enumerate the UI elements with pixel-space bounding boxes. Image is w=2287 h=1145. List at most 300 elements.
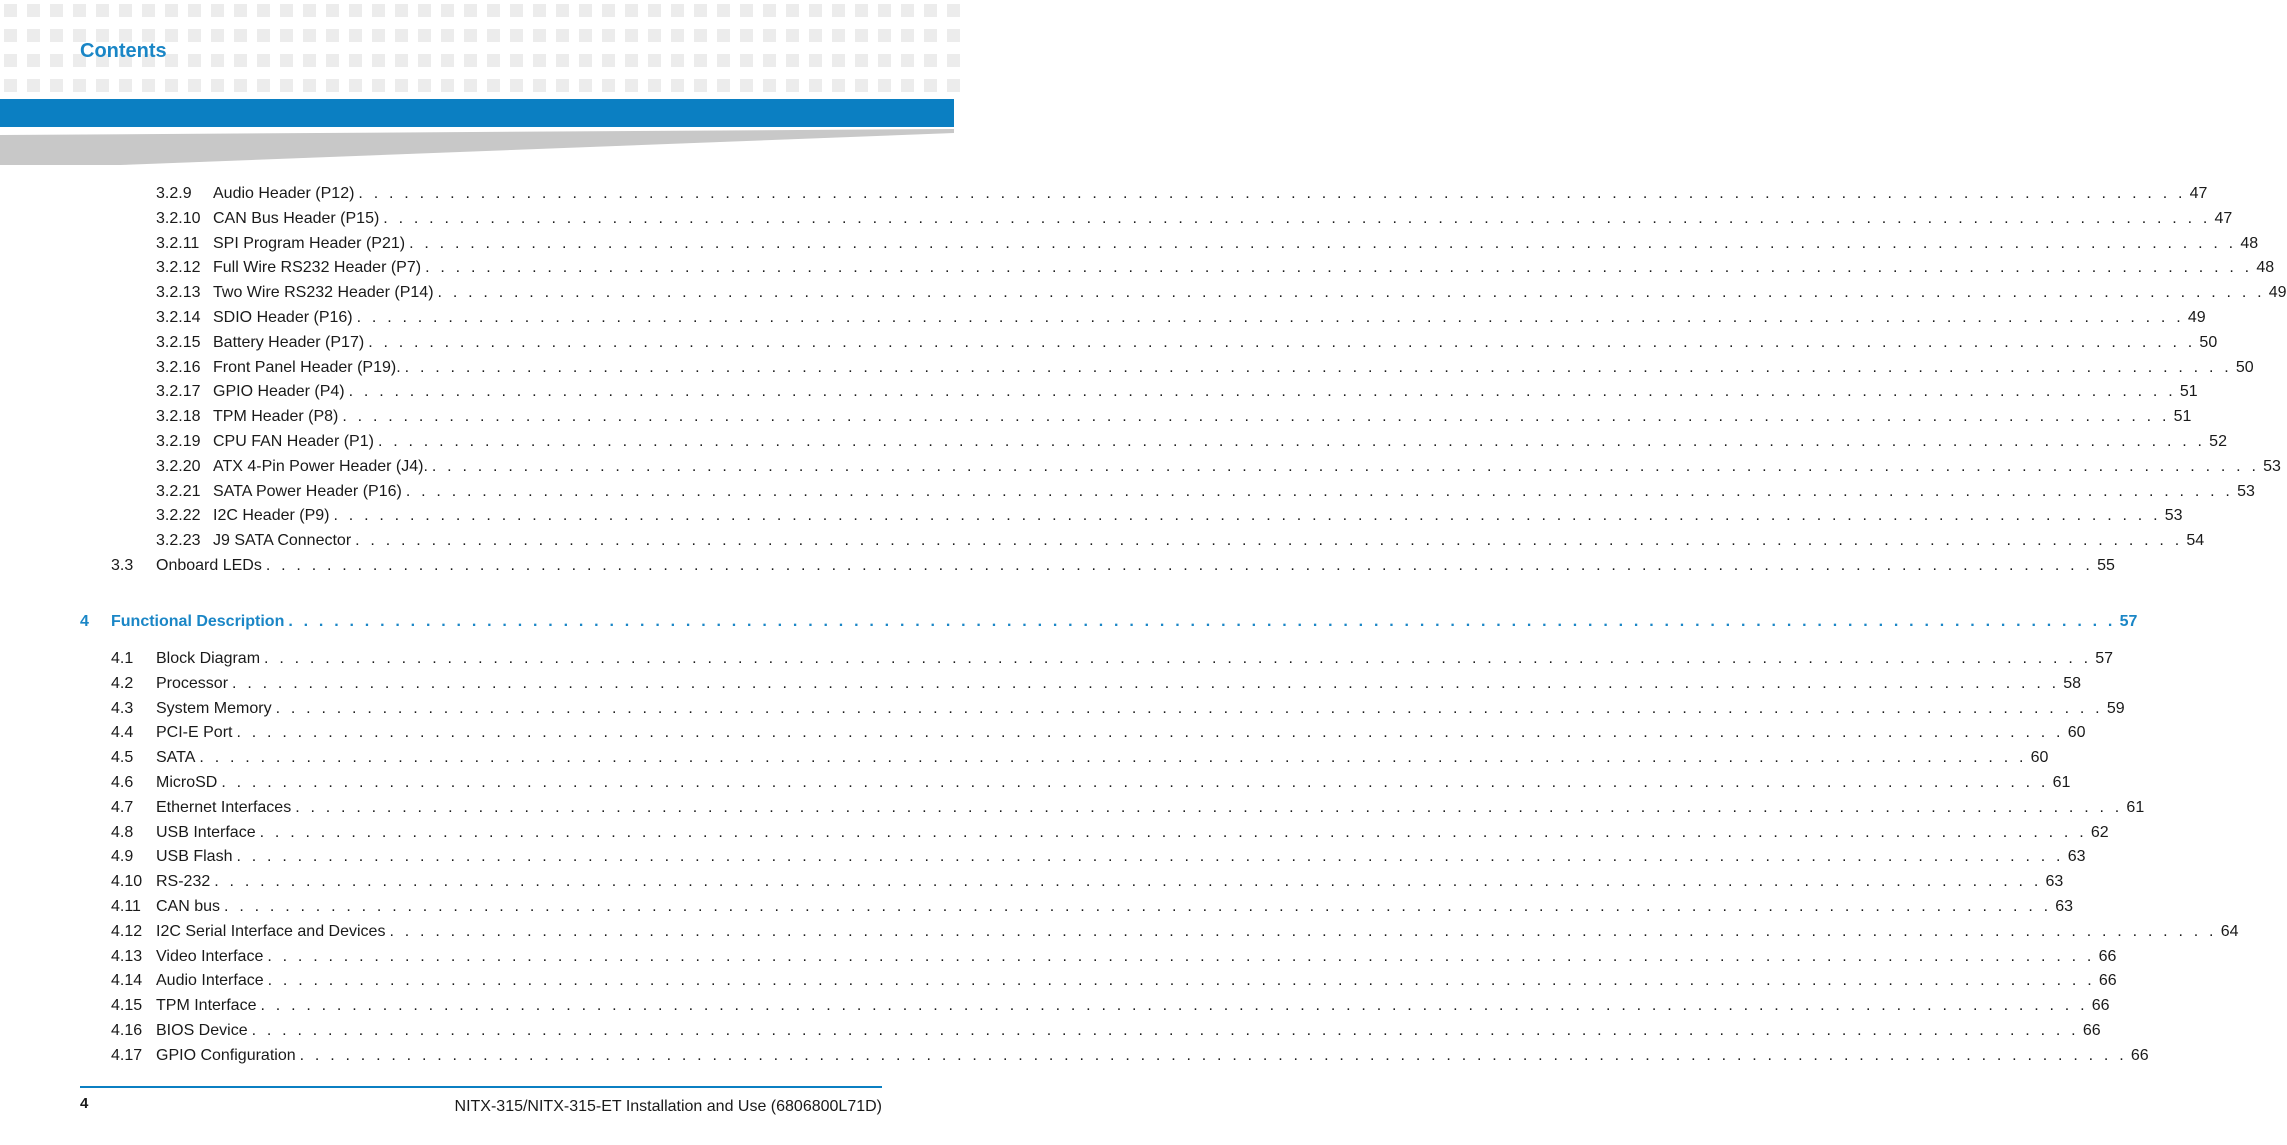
toc-dot-leader: . . . . . . . . . . . . . . . . . . . . . . . . . . . . . . . . . . . . . . . . . . . . . . . . . . . . . . . . . . . . . . . . . . . . . . . . . . . . . . . . . . . . . . . . . . . . . . . . . . . . . . . . . . . . . . . . . . . . . . . . [232, 674, 2060, 692]
toc-entry-page: 52 [2209, 433, 2227, 450]
pattern-square [648, 79, 661, 92]
toc-entry-page: 63 [2045, 873, 2064, 891]
toc-section-entry[interactable] [111, 846, 2086, 868]
pattern-square [50, 29, 63, 42]
toc-section-entry[interactable] [111, 822, 2109, 844]
toc-section-entry[interactable] [111, 555, 2115, 577]
toc-dot-leader: . . . . . . . . . . . . . . . . . . . . . . . . . . . . . . . . . . . . . . . . . . . . . . . . . . . . . . . . . . . . . . . . . . . . . . . . . . . . . . . . . . . . . . . . . . . . . . . . . . . . . . . . . . . . . . . . . . . . . . . . [267, 972, 2095, 990]
pattern-square [740, 29, 753, 42]
toc-section-entry[interactable] [111, 772, 2071, 794]
toc-entry-number: 4.1 [111, 650, 134, 667]
toc-entry-label: CAN Bus Header (P15) [213, 209, 380, 227]
toc-section-entry[interactable] [111, 896, 2074, 918]
toc-entry-label: Battery Header (P17) [213, 333, 365, 351]
pattern-square [924, 54, 937, 67]
toc-section-entry[interactable] [111, 995, 2110, 1017]
toc-entry-page: 66 [2130, 1046, 2149, 1064]
toc-section-entry[interactable] [111, 871, 2064, 893]
pattern-square [326, 4, 339, 17]
toc-dot-leader: . . . . . . . . . . . . . . . . . . . . . . . . . . . . . . . . . . . . . . . . . . . . . . . . . . . . . . . . . . . . . . . . . . . . . . . . . . . . . . . . . . . . . . . . . . . . . . . . . . . . . . . . . . . . . . . . . . . . . . . . [368, 333, 2196, 351]
pattern-square [142, 4, 155, 17]
pattern-square [165, 79, 178, 92]
toc-entry-number: 3.2.19 [156, 433, 201, 450]
toc-entry-number: 4.7 [111, 798, 134, 816]
pattern-square [165, 29, 178, 42]
footer-document-title: NITX-315/NITX-315-ET Installation and Use (6806800L71D) [454, 1098, 882, 1115]
toc-entry-number: 3.2.20 [156, 457, 201, 475]
pattern-square [441, 79, 454, 92]
pattern-square [234, 79, 247, 92]
toc-dot-leader: . . . . . . . . . . . . . . . . . . . . . . . . . . . . . . . . . . . . . . . . . . . . . . . . . . . . . . . . . . . . . . . . . . . . . . . . . . . . . . . . . . . . . . . . . . . . . . . . . . . . . . . . . . . . . . . . . . . . . . . . [389, 922, 2217, 940]
toc-entry-number: 4.17 [111, 1046, 143, 1064]
toc-entry-number: 3.2.23 [156, 532, 201, 550]
toc-entry-label: TPM Header (P8) [213, 408, 339, 426]
pattern-square [786, 79, 799, 92]
pattern-square [878, 29, 891, 42]
pattern-square [947, 54, 960, 67]
pattern-square [763, 79, 776, 92]
toc-entry-number: 4.5 [111, 749, 134, 767]
toc-dot-leader: . . . . . . . . . . . . . . . . . . . . . . . . . . . . . . . . . . . . . . . . . . . . . . . . . . . . . . . . . . . . . . . . . . . . . . . . . . . . . . . . . . . . . . . . . . . . . . . . . . . . . . . . . . . . . . . . . . . . . . . . [358, 185, 2186, 202]
toc-section-entry[interactable] [111, 1020, 2101, 1042]
pattern-square [924, 79, 937, 92]
toc-dot-leader: . . . . . . . . . . . . . . . . . . . . . . . . . . . . . . . . . . . . . . . . . . . . . . . . . . . . . . . . . . . . . . . . . . . . . . . . . . . . . . . . . . . . . . . . . . . . . . . . . . . . . . . . . . . . . . . . . . . . . . . . [295, 798, 2123, 816]
pattern-square [464, 4, 477, 17]
toc-entry-label: MicroSD [156, 774, 218, 791]
pattern-square [924, 4, 937, 17]
toc-entry-label: SATA [156, 749, 196, 767]
toc-entry-page: 53 [2164, 507, 2183, 525]
toc-entry-number: 3.2.12 [156, 259, 201, 277]
pattern-square [763, 54, 776, 67]
toc-subsection-entry[interactable] [156, 456, 2281, 478]
toc-entry-number: 4.4 [111, 724, 134, 742]
pattern-square [533, 79, 546, 92]
toc-entry-number: 4.14 [111, 972, 143, 990]
pattern-square [947, 4, 960, 17]
toc-entry-label: ATX 4-Pin Power Header (J4). [213, 457, 428, 475]
pattern-square [119, 4, 132, 17]
toc-subsection-entry[interactable] [156, 307, 2206, 329]
toc-entry-page: 58 [2063, 674, 2082, 692]
pattern-square [809, 4, 822, 17]
pattern-square [96, 4, 109, 17]
pattern-square [625, 54, 638, 67]
pattern-square [418, 4, 431, 17]
pattern-square [832, 54, 845, 67]
toc-dot-leader: . . . . . . . . . . . . . . . . . . . . . . . . . . . . . . . . . . . . . . . . . . . . . . . . . . . . . . . . . . . . . . . . . . . . . . . . . . . . . . . . . . . . . . . . . . . . . . . . . . . . . . . . . . . . . . . . . . . . . . . . [348, 383, 2176, 401]
pattern-square [372, 4, 385, 17]
pattern-square [786, 54, 799, 67]
pattern-square [809, 29, 822, 42]
toc-entry-label: SATA Power Header (P16) [213, 482, 402, 500]
toc-entry-page: 63 [2067, 848, 2086, 866]
pattern-square [211, 79, 224, 92]
toc-entry-label: Ethernet Interfaces [156, 798, 292, 816]
pattern-square [878, 4, 891, 17]
toc-subsection-entry[interactable] [156, 481, 2255, 503]
pattern-square [464, 54, 477, 67]
pattern-square [855, 54, 868, 67]
pattern-square [901, 29, 914, 42]
toc-subsection-entry[interactable] [156, 530, 2205, 552]
pattern-square [901, 54, 914, 67]
toc-entry-label: System Memory [156, 699, 272, 717]
pattern-square [832, 79, 845, 92]
pattern-square [165, 54, 178, 67]
toc-dot-leader: . . . . . . . . . . . . . . . . . . . . . . . . . . . . . . . . . . . . . . . . . . . . . . . . . . . . . . . . . . . . . . . . . . . . . . . . . . . . . . . . . . . . . . . . . . . . . . . . . . . . . . . . . . . . . . . . . . . . . . . . [437, 284, 2265, 302]
pattern-square [326, 79, 339, 92]
toc-entry-number: 3.2.22 [156, 507, 201, 525]
toc-entry-label: USB Interface [156, 823, 256, 841]
pattern-square [625, 29, 638, 42]
toc-entry-label: I2C Serial Interface and Devices [156, 922, 386, 940]
toc-dot-leader: . . . . . . . . . . . . . . . . . . . . . . . . . . . . . . . . . . . . . . . . . . . . . . . . . . . . . . . . . . . . . . . . . . . . . . . . . . . . . . . . . . . . . . . . . . . . . . . . . . . . . . . . . . . . . . . . . . . . . . . . [342, 408, 2170, 426]
pattern-square [694, 4, 707, 17]
pattern-square [556, 54, 569, 67]
pattern-square [487, 4, 500, 17]
toc-entry-page: 66 [2082, 1022, 2101, 1039]
toc-section-entry[interactable] [111, 747, 2049, 769]
toc-entry-number: 3.2.9 [156, 185, 192, 202]
toc-entry-label: Two Wire RS232 Header (P14) [213, 284, 434, 302]
pattern-square [188, 29, 201, 42]
toc-entry-label: SDIO Header (P16) [213, 309, 353, 326]
pattern-square [533, 29, 546, 42]
pattern-square [234, 29, 247, 42]
toc-entry-number: 3.3 [111, 557, 134, 574]
pattern-square [257, 4, 270, 17]
toc-entry-label: I2C Header (P9) [213, 507, 330, 525]
toc-subsection-entry[interactable] [156, 381, 2198, 403]
pattern-square [579, 54, 592, 67]
pattern-square [740, 54, 753, 67]
pattern-square [441, 29, 454, 42]
pattern-square [625, 79, 638, 92]
toc-dot-leader: . . . . . . . . . . . . . . . . . . . . . . . . . . . . . . . . . . . . . . . . . . . . . . . . . . . . . . . . . . . . . . . . . . . . . . . . . . . . . . . . . . . . . . . . . . . . . . . . . . . . . . . . . . . . . . . . . . . . . . . . [383, 209, 2211, 227]
pattern-square [280, 29, 293, 42]
toc-entry-number: 3.2.21 [156, 482, 201, 500]
toc-entry-number: 4.16 [111, 1022, 143, 1039]
toc-dot-leader: . . . . . . . . . . . . . . . . . . . . . . . . . . . . . . . . . . . . . . . . . . . . . . . . . . . . . . . . . . . . . . . . . . . . . . . . . . . . . . . . . . . . . . . . . . . . . . . . . . . . . . . . . . . . . . . . . . . . . . . . [221, 774, 2049, 791]
pattern-square [211, 4, 224, 17]
pattern-square [533, 4, 546, 17]
toc-entry-page: 63 [2055, 898, 2074, 915]
pattern-square [556, 29, 569, 42]
toc-section-entry[interactable] [111, 698, 2125, 720]
pattern-square [648, 29, 661, 42]
pattern-square [487, 54, 500, 67]
toc-entry-label: BIOS Device [156, 1022, 248, 1039]
toc-entry-page: 64 [2220, 922, 2239, 940]
toc-dot-leader: . . . . . . . . . . . . . . . . . . . . . . . . . . . . . . . . . . . . . . . . . . . . . . . . . . . . . . . . . . . . . . . . . . . . . . . . . . . . . . . . . . . . . . . . . . . . . . . . . . . . . . . . . . . . . . . . . . . . . . . . [431, 457, 2260, 475]
toc-entry-page: 61 [2052, 774, 2071, 791]
pattern-square [878, 54, 891, 67]
toc-dot-leader: . . . . . . . . . . . . . . . . . . . . . . . . . . . . . . . . . . . . . . . . . . . . . . . . . . . . . . . . . . . . . . . . . . . . . . . . . . . . . . . . . . . . . . . . . . . . . . . . . . . . . . . . . . . . . . . . . . . . . . . . [264, 650, 2092, 667]
pattern-square [671, 4, 684, 17]
pattern-square [234, 4, 247, 17]
toc-entry-page: 57 [2095, 650, 2114, 667]
pattern-square [579, 4, 592, 17]
toc-subsection-entry[interactable] [156, 257, 2275, 279]
toc-section-entry[interactable] [111, 722, 2086, 744]
pattern-square [165, 4, 178, 17]
pattern-square [303, 29, 316, 42]
toc-entry-page: 49 [2268, 284, 2287, 302]
toc-entry-label: GPIO Header (P4) [213, 383, 345, 401]
toc-entry-label: CAN bus [156, 898, 221, 915]
toc-subsection-entry[interactable] [156, 431, 2227, 453]
toc-subsection-entry[interactable] [156, 183, 2208, 205]
pattern-square [188, 54, 201, 67]
pattern-square [901, 79, 914, 92]
pattern-square [648, 4, 661, 17]
toc-entry-number: 4.15 [111, 997, 143, 1015]
pattern-square [4, 29, 17, 42]
toc-entry-label: J9 SATA Connector [213, 532, 352, 550]
toc-entry-page: 62 [2090, 823, 2109, 841]
toc-entry-label: Audio Interface [156, 972, 264, 990]
toc-subsection-entry[interactable] [156, 332, 2218, 354]
toc-dot-leader: . . . . . . . . . . . . . . . . . . . . . . . . . . . . . . . . . . . . . . . . . . . . . . . . . . . . . . . . . . . . . . . . . . . . . . . . . . . . . . . . . . . . . . . . . . . . . . . . . . . . . . . . . . . . . . . . . . . . . . . . [236, 848, 2064, 866]
pattern-square [73, 79, 86, 92]
toc-entry-label: SPI Program Header (P21) [213, 234, 406, 252]
pattern-square [349, 4, 362, 17]
pattern-square [464, 79, 477, 92]
pattern-square [717, 79, 730, 92]
pattern-square [694, 29, 707, 42]
toc-entry-page: 50 [2235, 358, 2254, 376]
footer-page-number: 4 [80, 1095, 89, 1112]
pattern-square [878, 79, 891, 92]
pattern-square [510, 79, 523, 92]
pattern-square [303, 79, 316, 92]
pattern-square [372, 79, 385, 92]
footer-rule [80, 1086, 882, 1088]
pattern-square [257, 54, 270, 67]
toc-entry-page: 51 [2173, 408, 2192, 426]
pattern-square [464, 29, 477, 42]
pattern-square [303, 4, 316, 17]
pattern-square [73, 4, 86, 17]
toc-subsection-entry[interactable] [156, 282, 2287, 304]
pattern-square [625, 4, 638, 17]
toc-entry-number: 4.9 [111, 848, 134, 866]
pattern-square [280, 79, 293, 92]
toc-dot-leader: . . . . . . . . . . . . . . . . . . . . . . . . . . . . . . . . . . . . . . . . . . . . . . . . . . . . . . . . . . . . . . . . . . . . . . . . . . . . . . . . . . . . . . . . . . . . . . . . . . . . . . . . . . . . . . . . . . . . . . . . [267, 947, 2095, 965]
toc-entry-number: 3.2.16 [156, 358, 201, 376]
pattern-square [142, 79, 155, 92]
toc-subsection-entry[interactable] [156, 233, 2259, 255]
toc-entry-label: Video Interface [156, 947, 264, 965]
pattern-square [694, 79, 707, 92]
pattern-square [671, 29, 684, 42]
pattern-square [234, 54, 247, 67]
pattern-square [418, 79, 431, 92]
pattern-square [257, 79, 270, 92]
toc-dot-leader: . . . . . . . . . . . . . . . . . . . . . . . . . . . . . . . . . . . . . . . . . . . . . . . . . . . . . . . . . . . . . . . . . . . . . . . . . . . . . . . . . . . . . . . . . . . . . . . . . . . . . . . . . . . . . . . . . . . . . . . . [405, 482, 2234, 500]
toc-entry-label: GPIO Configuration [156, 1046, 296, 1064]
toc-entry-label: TPM Interface [156, 997, 257, 1015]
pattern-square [395, 4, 408, 17]
toc-entry-number: 4 [80, 613, 89, 630]
toc-dot-leader: . . . . . . . . . . . . . . . . . . . . . . . . . . . . . . . . . . . . . . . . . . . . . . . . . . . . . . . . . . . . . . . . . . . . . . . . . . . . . . . . . . . . . . . . . . . . . . . . . . . . . . . . . . . . . . . . . . . . . . . . [260, 997, 2088, 1015]
toc-entry-page: 47 [2189, 185, 2208, 202]
toc-entry-label: Full Wire RS232 Header (P7) [213, 259, 422, 277]
toc-dot-leader: . . . . . . . . . . . . . . . . . . . . . . . . . . . . . . . . . . . . . . . . . . . . . . . . . . . . . . . . . . . . . . . . . . . . . . . . . . . . . . . . . . . . . . . . . . . . . . . . . . . . . . . . . . . . . . . . . . . . . . . . [251, 1022, 2079, 1039]
pattern-square [740, 4, 753, 17]
pattern-square [50, 4, 63, 17]
toc-entry-page: 49 [2187, 309, 2206, 326]
pattern-square [211, 54, 224, 67]
pattern-square [349, 29, 362, 42]
toc-entry-number: 3.2.15 [156, 333, 201, 351]
toc-entry-number: 3.2.17 [156, 383, 201, 401]
pattern-square [579, 29, 592, 42]
toc-entry-label: Functional Description [111, 613, 285, 630]
toc-section-entry[interactable] [111, 970, 2117, 992]
toc-section-entry[interactable] [111, 946, 2117, 968]
pattern-square [832, 4, 845, 17]
pattern-square [556, 4, 569, 17]
toc-entry-label: Block Diagram [156, 650, 261, 667]
toc-entry-number: 4.6 [111, 774, 134, 791]
toc-entry-page: 51 [2179, 383, 2198, 401]
toc-entry-number: 4.2 [111, 674, 134, 692]
toc-entry-number: 3.2.13 [156, 284, 201, 302]
toc-entry-number: 3.2.18 [156, 408, 201, 426]
pattern-square [671, 79, 684, 92]
toc-dot-leader: . . . . . . . . . . . . . . . . . . . . . . . . . . . . . . . . . . . . . . . . . . . . . . . . . . . . . . . . . . . . . . . . . . . . . . . . . . . . . . . . . . . . . . . . . . . . . . . . . . . . . . . . . . . . . . . . . . . . . . . . [355, 532, 2183, 550]
pattern-square [395, 79, 408, 92]
toc-entry-label: CPU FAN Header (P1) [213, 433, 374, 450]
pattern-square [418, 29, 431, 42]
pattern-square [510, 54, 523, 67]
toc-dot-leader: . . . . . . . . . . . . . . . . . . . . . . . . . . . . . . . . . . . . . . . . . . . . . . . . . . . . . . . . . . . . . . . . . . . . . . . . . . . . . . . . . . . . . . . . . . . . . . . . . . . . . . . . . . . . . . . . . . . . . . . . [299, 1046, 2127, 1064]
pattern-square [855, 79, 868, 92]
pattern-square [395, 29, 408, 42]
toc-subsection-entry[interactable] [156, 505, 2183, 527]
pattern-square [602, 29, 615, 42]
pattern-square [717, 29, 730, 42]
pattern-square [50, 79, 63, 92]
toc-entry-page: 66 [2098, 972, 2117, 990]
pattern-square [556, 79, 569, 92]
toc-dot-leader: . . . . . . . . . . . . . . . . . . . . . . . . . . . . . . . . . . . . . . . . . . . . . . . . . . . . . . . . . . . . . . . . . . . . . . . . . . . . . . . . . . . . . . . . . . . . . . . . . . . . . . . . . . . . . . . . . . . . . . . . [265, 557, 2094, 574]
toc-entry-number: 3.2.10 [156, 209, 201, 227]
pattern-square [533, 54, 546, 67]
pattern-square [832, 29, 845, 42]
pattern-square [786, 29, 799, 42]
toc-section-entry[interactable] [111, 648, 2114, 670]
toc-entry-page: 60 [2030, 749, 2049, 767]
toc-entry-label: PCI-E Port [156, 724, 233, 742]
pattern-square [50, 54, 63, 67]
toc-entry-label: Processor [156, 674, 229, 692]
toc-section-entry[interactable] [111, 797, 2145, 819]
toc-dot-leader: . . . . . . . . . . . . . . . . . . . . . . . . . . . . . . . . . . . . . . . . . . . . . . . . . . . . . . . . . . . . . . . . . . . . . . . . . . . . . . . . . . . . . . . . . . . . . . . . . . . . . . . . . . . . . . . . . . . . . . . . [333, 507, 2161, 525]
toc-entry-number: 4.8 [111, 823, 134, 841]
toc-dot-leader: . . . . . . . . . . . . . . . . . . . . . . . . . . . . . . . . . . . . . . . . . . . . . . . . . . . . . . . . . . . . . . . . . . . . . . . . . . . . . . . . . . . . . . . . . . . . . . . . . . . . . . . . . . . . . . . . . . . . . . . . [377, 433, 2206, 450]
toc-subsection-entry[interactable] [156, 208, 2233, 230]
toc-entry-page: 55 [2097, 557, 2115, 574]
pattern-square [372, 54, 385, 67]
pattern-square [280, 4, 293, 17]
pattern-square [694, 54, 707, 67]
toc-dot-leader: . . . . . . . . . . . . . . . . . . . . . . . . . . . . . . . . . . . . . . . . . . . . . . . . . . . . . . . . . . . . . . . . . . . . . . . . . . . . . . . . . . . . . . . . . . . . . . . . . . . . . . . . . . . . . . . . . . . . . . . . [409, 234, 2237, 252]
toc-entry-number: 3.2.14 [156, 309, 201, 326]
pattern-square [510, 29, 523, 42]
header-blue-bar [0, 99, 954, 127]
toc-section-entry[interactable] [111, 1045, 2149, 1067]
toc-entry-page: 66 [2098, 947, 2117, 965]
toc-chapter-entry[interactable] [80, 611, 2138, 633]
toc-entry-page: 61 [2126, 798, 2145, 816]
pattern-square [786, 4, 799, 17]
toc-section-entry[interactable] [111, 673, 2082, 695]
pattern-square [947, 29, 960, 42]
pattern-square [717, 54, 730, 67]
toc-entry-page: 53 [2263, 457, 2281, 475]
toc-entry-number: 4.12 [111, 922, 143, 940]
pattern-square [602, 79, 615, 92]
pattern-square [211, 29, 224, 42]
pattern-square [418, 54, 431, 67]
pattern-square [763, 29, 776, 42]
toc-subsection-entry[interactable] [156, 406, 2192, 428]
pattern-square [602, 54, 615, 67]
toc-dot-leader: . . . . . . . . . . . . . . . . . . . . . . . . . . . . . . . . . . . . . . . . . . . . . . . . . . . . . . . . . . . . . . . . . . . . . . . . . . . . . . . . . . . . . . . . . . . . . . . . . . . . . . . . . . . . . . . . . . . . . . . . [224, 898, 2052, 915]
toc-subsection-entry[interactable] [156, 357, 2254, 379]
toc-dot-leader: . . . . . . . . . . . . . . . . . . . . . . . . . . . . . . . . . . . . . . . . . . . . . . . . . . . . . . . . . . . . . . . . . . . . . . . . . . . . . . . . . . . . . . . . . . . . . . . . . . . . . . . . . . . . . . . . . . . . . . . . [259, 823, 2087, 841]
pattern-square [924, 29, 937, 42]
pattern-square [27, 4, 40, 17]
pattern-square [326, 54, 339, 67]
toc-section-entry[interactable] [111, 921, 2239, 943]
pattern-square [740, 79, 753, 92]
pattern-square [27, 29, 40, 42]
pattern-square [326, 29, 339, 42]
toc-entry-number: 4.11 [111, 898, 141, 915]
toc-dot-leader: . . . . . . . . . . . . . . . . . . . . . . . . . . . . . . . . . . . . . . . . . . . . . . . . . . . . . . . . . . . . . . . . . . . . . . . . . . . . . . . . . . . . . . . . . . . . . . . . . . . . . . . . . . . . . . . . . . . . . . . . [356, 309, 2184, 326]
toc-dot-leader: . . . . . . . . . . . . . . . . . . . . . . . . . . . . . . . . . . . . . . . . . . . . . . . . . . . . . . . . . . . . . . . . . . . . . . . . . . . . . . . . . . . . . . . . . . . . . . . . . . . . . . . . . . . . . . . . . . . . . . . . [425, 259, 2253, 277]
toc-dot-leader: . . . . . . . . . . . . . . . . . . . . . . . . . . . . . . . . . . . . . . . . . . . . . . . . . . . . . . . . . . . . . . . . . . . . . . . . . . . . . . . . . . . . . . . . . . . . . . . . . . . . . . . . . . . . . . . . . . . . . . . . [236, 724, 2064, 742]
pattern-square [855, 4, 868, 17]
page-title: Contents [80, 40, 167, 62]
pattern-square [4, 79, 17, 92]
pattern-square [809, 54, 822, 67]
pattern-square [280, 54, 293, 67]
pattern-square [855, 29, 868, 42]
pattern-square [188, 79, 201, 92]
toc-entry-page: 66 [2091, 997, 2110, 1015]
pattern-square [395, 54, 408, 67]
toc-entry-page: 48 [2256, 259, 2275, 277]
pattern-square [27, 54, 40, 67]
pattern-square [188, 4, 201, 17]
header-grey-wedge [0, 129, 954, 165]
toc-entry-page: 53 [2237, 482, 2255, 500]
pattern-square [602, 4, 615, 17]
pattern-square [4, 4, 17, 17]
pattern-square [809, 79, 822, 92]
toc-dot-leader: . . . . . . . . . . . . . . . . . . . . . . . . . . . . . . . . . . . . . . . . . . . . . . . . . . . . . . . . . . . . . . . . . . . . . . . . . . . . . . . . . . . . . . . . . . . . . . . . . . . . . . . . . . . . . . . . . . . . . . . . [404, 358, 2232, 376]
toc-entry-label: Audio Header (P12) [213, 185, 355, 202]
toc-entry-label: USB Flash [156, 848, 233, 866]
toc-entry-number: 3.2.11 [156, 234, 200, 252]
toc-entry-label: Onboard LEDs [156, 557, 262, 574]
pattern-square [671, 54, 684, 67]
